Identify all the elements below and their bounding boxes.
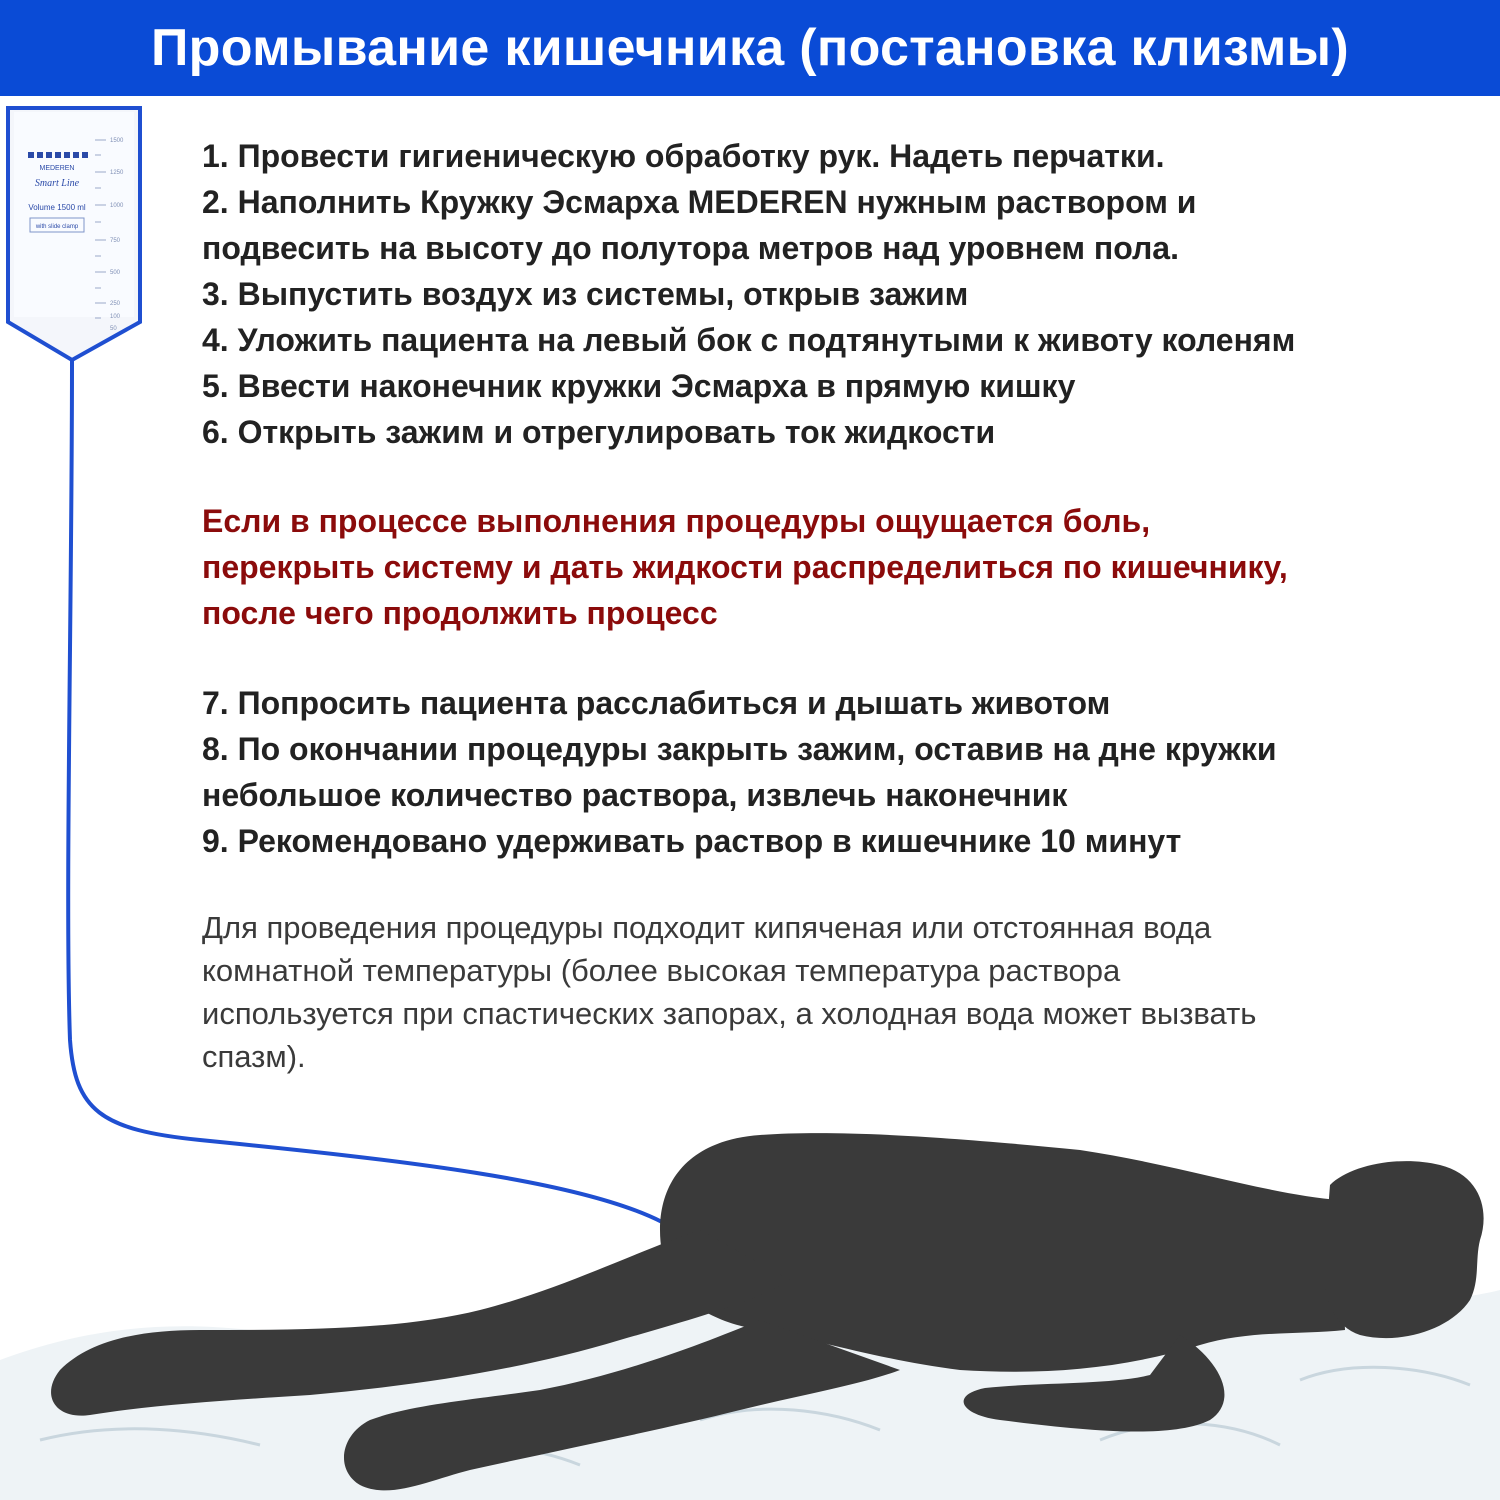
- step-item: 3. Выпустить воздух из системы, открыв зажим: [202, 276, 969, 312]
- page-title: Промывание кишечника (постановка клизмы): [151, 19, 1349, 77]
- step-item: 4. Уложить пациента на левый бок с подтянутыми к животу коленям: [202, 322, 1296, 358]
- step-item: 8. По окончании процедуры закрыть зажим, оставив на дне кружки небольшое количество раствора, извлечь наконечник: [202, 731, 1277, 813]
- steps-list-part1: [202, 133, 1498, 455]
- step-item: 2. Наполнить Кружку Эсмарха MEDEREN нужным раствором и подвесить на высоту до полутора метров над уровнем пола.: [202, 184, 1197, 266]
- bag-brand-dots-icon: [28, 152, 88, 158]
- step-item: 6. Открыть зажим и отрегулировать ток жидкости: [202, 414, 996, 450]
- bag-scale-mark: 1500: [110, 138, 124, 144]
- step-item: 1. Провести гигиеническую обработку рук. Надеть перчатки.: [202, 138, 1165, 174]
- bag-scale-mark: 1000: [110, 203, 124, 209]
- bag-scale-mark: 250: [110, 301, 121, 307]
- bag-brand: MEDEREN: [39, 165, 75, 172]
- bag-clamp-label: with slide clamp: [35, 224, 79, 230]
- water-note: Для проведения процедуры подходит кипяченая или отстоянная вода комнатной температуры (более высокая температура раствора используется при спастических запорах, а холодная вода может вызвать спазм).: [202, 910, 1257, 1074]
- pain-warning: Если в процессе выполнения процедуры ощущается боль, перекрыть систему и дать жидкости распределиться по кишечнику, после чего продолжить процесс: [202, 503, 1288, 631]
- bag-scale-mark: 1250: [110, 170, 124, 176]
- bag-volume: Volume 1500 ml: [28, 203, 86, 212]
- step-item: 7. Попросить пациента расслабиться и дышать животом: [202, 685, 1111, 721]
- step-item: 9. Рекомендовано удерживать раствор в кишечнике 10 минут: [202, 823, 1182, 859]
- esmarch-bag: [8, 108, 140, 360]
- instructions: [202, 133, 1498, 1078]
- bag-scale-mark: 750: [110, 238, 121, 244]
- step-item: 5. Ввести наконечник кружки Эсмарха в прямую кишку: [202, 368, 1076, 404]
- bag-scale-mark: 100: [110, 314, 121, 320]
- steps-list-part2: [202, 680, 1498, 864]
- bag-scale-mark: 500: [110, 270, 121, 276]
- bag-model: Smart Line: [34, 178, 80, 189]
- bag-scale-mark: 50: [110, 326, 117, 332]
